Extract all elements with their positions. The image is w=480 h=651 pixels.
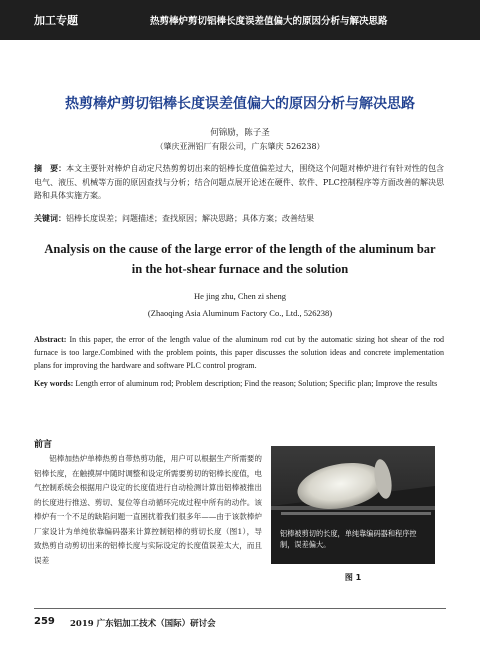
affiliation-en: (Zhaoqing Asia Aluminum Factory Co., Ltd., 526238) <box>147 308 333 318</box>
abstract-en-label: Abstract: <box>34 335 67 344</box>
affiliation-cn: （肇庆亚洲铝厂有限公司，广东肇庆 526238） <box>155 142 325 151</box>
abstract-cn-text: 本文主要针对棒炉自动定尺热剪剪切出来的铝棒长度值偏差过大，围绕这个问题对棒炉进行有针对性的包含电气、液压、机械等方面的原因查找与分析；结合问题点展开论述在硬件、软件、PLC控制程序等方面改善的解决思路和具体实施方案。 <box>34 164 445 200</box>
keywords-cn-label: 关键词： <box>34 213 66 223</box>
title-en-line-2: in the hot-shear furnace and the solution <box>131 262 349 276</box>
abstract-cn-label: 摘 要： <box>34 163 67 173</box>
conference-name: 2019 广东铝加工技术（国际）研讨会 <box>70 619 216 629</box>
page-number: 259 <box>34 616 55 627</box>
figure-caption: 图 1 <box>344 573 362 582</box>
title-cn: 热剪棒炉剪切铝棒长度误差值偏大的原因分析与解决思路 <box>65 96 415 112</box>
authors-cn: 何锦励，陈子圣 <box>210 128 270 138</box>
abstract-en <box>34 333 444 372</box>
running-header <box>0 0 480 40</box>
foreword-text: 铝棒加热炉单棒热剪自带热剪功能，用户可以根据生产所需要的铝棒长度，在触摸屏中随时调整和设定所需要剪切的铝棒长度值，电气控制系统会根据用户设定的长度值进行自动检测计算出铝棒被推出的长度进行推送、剪切、复位等自动循环完成过程中所有的动作。该棒炉有一个不足的缺陷问题一直困扰着我们很多年——由于该款棒炉厂家设计为单纯依靠编码器来计算控制铝棒的剪切长度（图1），导致热剪自动剪切出来的铝棒长度与实际设定的长度值误差太大，而且误差 <box>34 454 262 565</box>
footer-divider <box>34 608 446 609</box>
authors-en: He jing zhu, Chen zi sheng <box>193 291 287 301</box>
abstract-en-text: In this paper, the error of the length value of the aluminum rod cut by the automatic sizing hot shear of the rod furnace is too large.Combined with the problem points, this paper discusses the solution ideas and concrete implementation plans for improving the hardware and software PLC control program. <box>34 335 445 370</box>
keywords-en-text: Length error of aluminum rod; Problem description; Find the reason; Solution; Specific plan; Improve the results <box>75 379 438 388</box>
section-label: 加工专题 <box>34 14 78 27</box>
keywords-cn-text: 铝棒长度误差；问题描述；查找原因；解决思路；具体方案；改善结果 <box>66 214 314 223</box>
keywords-en <box>34 378 444 391</box>
foreword-heading: 前言 <box>34 440 53 450</box>
title-en-line-1: Analysis on the cause of the large error of the length of the aluminum bar <box>44 242 436 256</box>
abstract-cn <box>34 162 444 203</box>
keywords-en-label: Key words: <box>34 379 74 388</box>
keywords-cn <box>34 213 444 224</box>
figure-annotation: 铝棒被剪切的长度，单纯靠编码器和程序控制，误差偏大。 <box>280 529 417 549</box>
title-en <box>0 239 480 279</box>
running-title: 热剪棒炉剪切铝棒长度误差值偏大的原因分析与解决思路 <box>150 16 388 27</box>
